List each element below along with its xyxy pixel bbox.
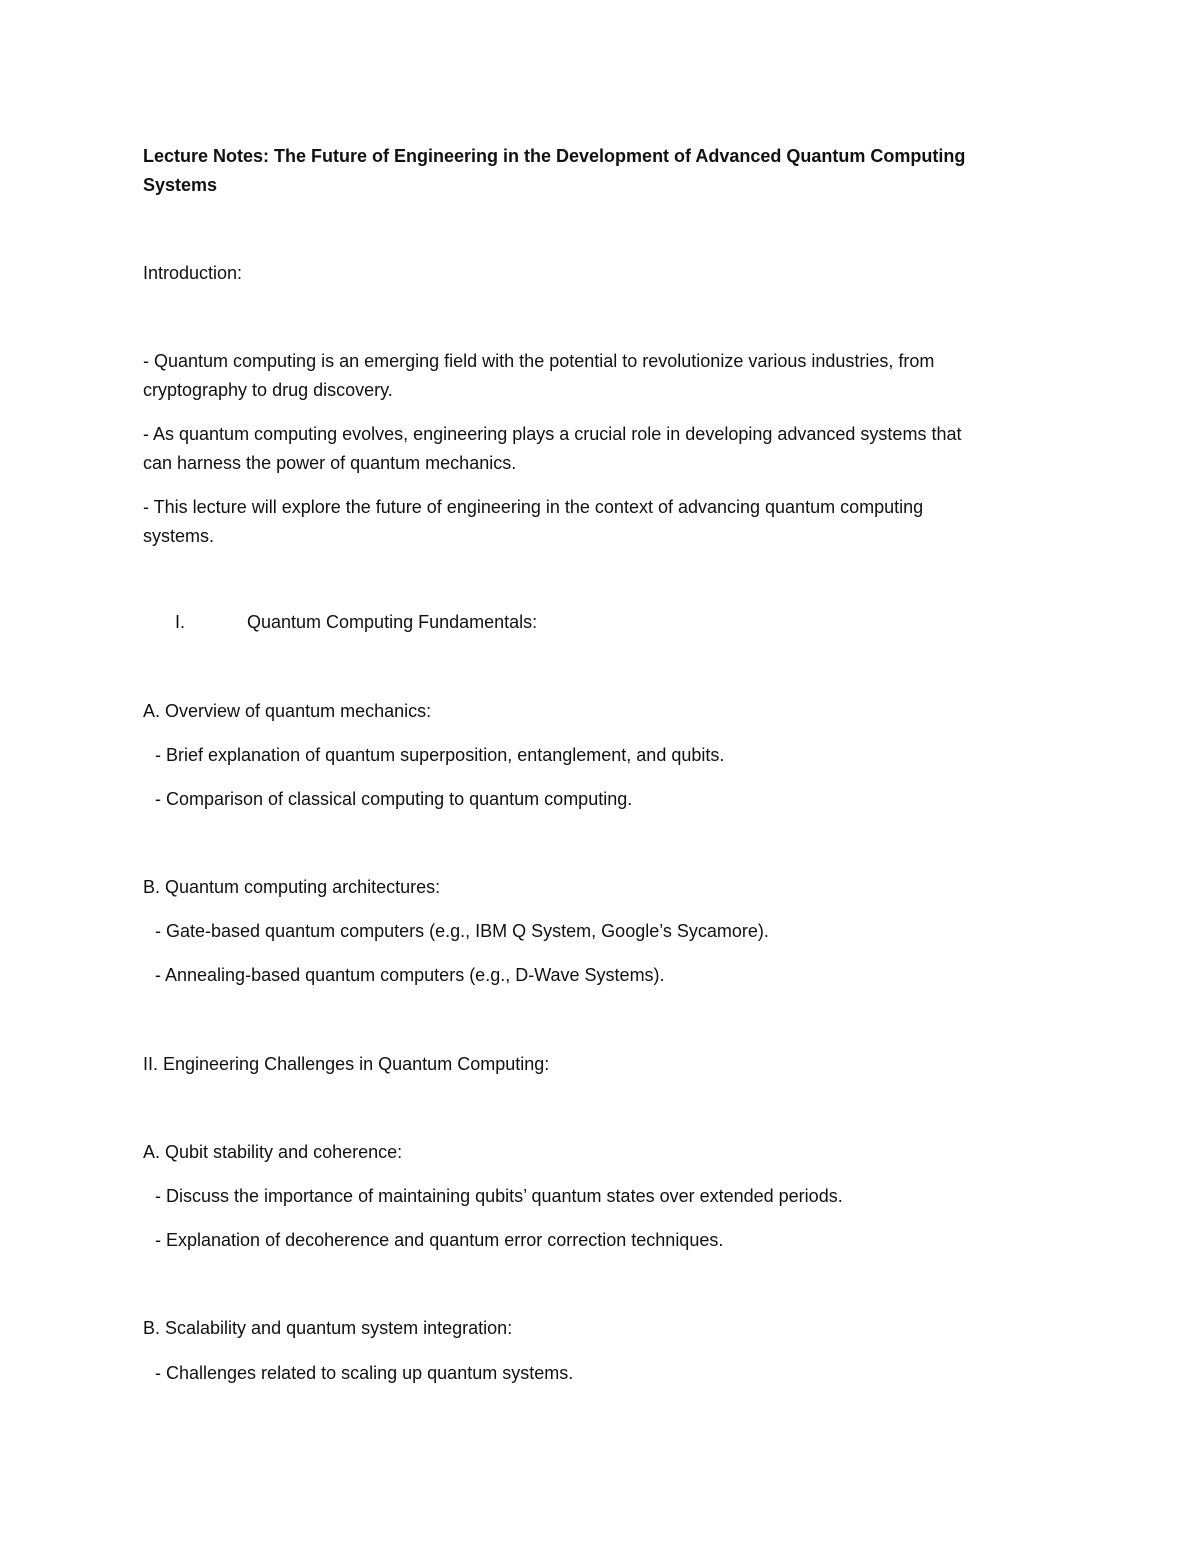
- section-1a-item-2: - Comparison of classical computing to quantum computing.: [155, 789, 633, 809]
- section-2b-item-1: - Challenges related to scaling up quantum systems.: [155, 1363, 574, 1383]
- section-1b-item-2: - Annealing-based quantum computers (e.g., D-Wave Systems).: [155, 965, 665, 985]
- section-1a-heading: A. Overview of quantum mechanics:: [143, 701, 432, 721]
- section-1a-item-1: - Brief explanation of quantum superposition, entanglement, and qubits.: [155, 745, 725, 765]
- section-1-numeral: I.: [175, 612, 186, 632]
- section-2a-heading: A. Qubit stability and coherence:: [143, 1142, 403, 1162]
- section-2a-item-2: - Explanation of decoherence and quantum error correction techniques.: [155, 1230, 724, 1250]
- section-1-heading: Quantum Computing Fundamentals:: [247, 612, 538, 632]
- intro-bullet-3-line-2: systems.: [143, 526, 215, 546]
- document-title-line-1: Lecture Notes: The Future of Engineering in the Development of Advanced Quantum Computing: [143, 146, 966, 166]
- section-2-heading: II. Engineering Challenges in Quantum Computing:: [143, 1054, 550, 1074]
- intro-bullet-2-line-1: - As quantum computing evolves, engineering plays a crucial role in developing advanced systems that: [143, 424, 962, 444]
- document-title-line-2: Systems: [143, 175, 218, 195]
- section-1b-heading: B. Quantum computing architectures:: [143, 877, 441, 897]
- intro-bullet-2-line-2: can harness the power of quantum mechanics.: [143, 453, 517, 473]
- section-2b-heading: B. Scalability and quantum system integration:: [143, 1318, 513, 1338]
- intro-bullet-1-line-2: cryptography to drug discovery.: [143, 380, 393, 400]
- intro-heading: Introduction:: [143, 263, 243, 283]
- intro-bullet-3-line-1: - This lecture will explore the future of engineering in the context of advancing quantum computing: [143, 497, 924, 517]
- intro-bullet-1-line-1: - Quantum computing is an emerging field with the potential to revolutionize various industries, from: [143, 351, 935, 371]
- section-1b-item-1: - Gate-based quantum computers (e.g., IBM Q System, Google’s Sycamore).: [155, 921, 769, 941]
- section-2a-item-1: - Discuss the importance of maintaining qubits’ quantum states over extended periods.: [155, 1186, 843, 1206]
